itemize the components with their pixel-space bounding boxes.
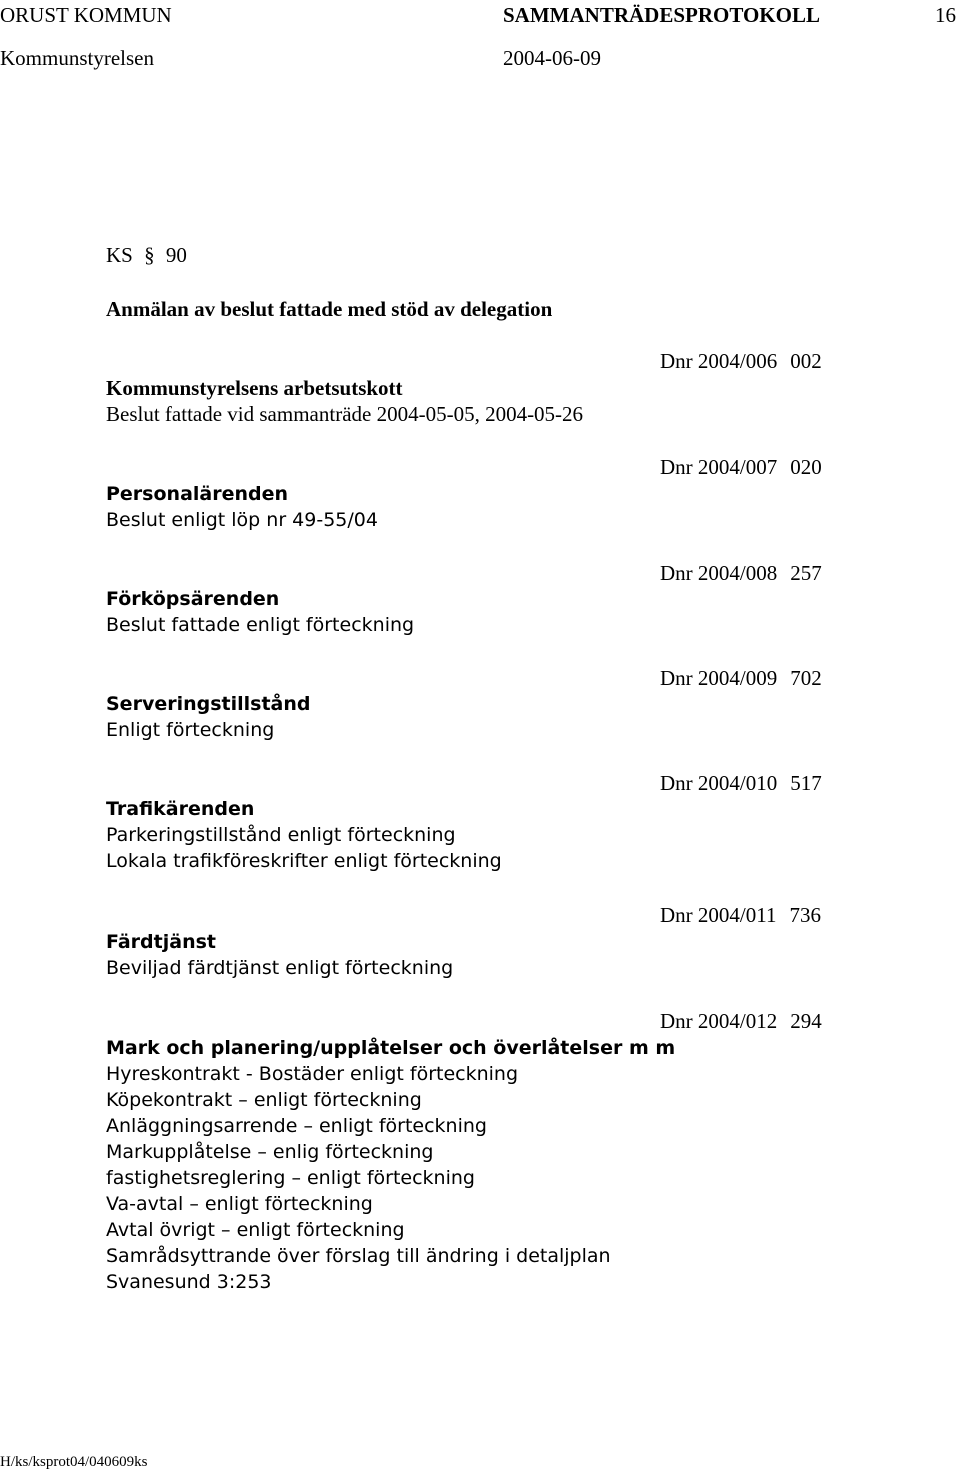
dnr-code: 517 bbox=[790, 771, 822, 795]
paragraph-number bbox=[106, 242, 187, 268]
section-forkopsarenden bbox=[106, 586, 414, 638]
dnr-reference bbox=[660, 348, 822, 374]
paragraph-no: 90 bbox=[165, 243, 187, 267]
section-line: Beslut enligt löp nr 49-55/04 bbox=[106, 509, 378, 531]
section-line: Beslut fattade vid sammanträde 2004-05-05, 2004-05-26 bbox=[106, 402, 584, 426]
section-line: Lokala trafikföreskrifter enligt förteckning bbox=[106, 850, 502, 872]
dnr-label: Dnr 2004/009 bbox=[660, 666, 778, 690]
dnr-code: 002 bbox=[790, 349, 822, 373]
section-fardtjanst bbox=[106, 929, 453, 981]
dnr-label: Dnr 2004/011 bbox=[660, 903, 777, 927]
section-line: Beslut fattade enligt förteckning bbox=[106, 614, 415, 636]
section-line: Parkeringstillstånd enligt förteckning bbox=[106, 824, 456, 846]
section-line: Hyreskontrakt - Bostäder enligt förteckning bbox=[106, 1063, 519, 1085]
section-serveringstillstand bbox=[106, 691, 311, 743]
section-heading: Kommunstyrelsens arbetsutskott bbox=[106, 376, 403, 400]
header-page-number: 16 bbox=[935, 3, 956, 27]
section-line: Avtal övrigt – enligt förteckning bbox=[106, 1219, 405, 1241]
section-mark-och-planering bbox=[106, 1035, 675, 1295]
section-line: Köpekontrakt – enligt förteckning bbox=[106, 1089, 422, 1111]
dnr-code: 020 bbox=[790, 455, 822, 479]
section-line: Markupplåtelse – enlig förteckning bbox=[106, 1141, 434, 1163]
dnr-label: Dnr 2004/010 bbox=[660, 771, 778, 795]
section-line: Enligt förteckning bbox=[106, 719, 275, 741]
section-heading: Mark och planering/upplåtelser och överlåtelser m m bbox=[106, 1037, 676, 1059]
dnr-code: 257 bbox=[790, 561, 822, 585]
dnr-reference bbox=[660, 665, 822, 691]
section-sign: § bbox=[144, 243, 155, 267]
section-heading: Personalärenden bbox=[106, 483, 289, 505]
dnr-reference bbox=[660, 770, 822, 796]
section-heading: Färdtjänst bbox=[106, 931, 216, 953]
section-heading: Serveringstillstånd bbox=[106, 693, 311, 715]
header-org: ORUST KOMMUN bbox=[0, 3, 172, 27]
section-heading: Trafikärenden bbox=[106, 798, 255, 820]
footer-path: H/ks/ksprot04/040609ks bbox=[0, 1454, 148, 1470]
header-date: 2004-06-09 bbox=[503, 46, 601, 70]
header-doc-type: SAMMANTRÄDESPROTOKOLL bbox=[503, 3, 820, 27]
section-line: fastighetsreglering – enligt förteckning bbox=[106, 1167, 475, 1189]
dnr-code: 702 bbox=[790, 666, 822, 690]
section-heading: Förköpsärenden bbox=[106, 588, 280, 610]
section-line: Samrådsyttrande över förslag till ändring i detaljplan bbox=[106, 1245, 611, 1267]
section-trafikarenden bbox=[106, 796, 502, 874]
section-line: Va-avtal – enligt förteckning bbox=[106, 1193, 373, 1215]
section-line: Anläggningsarrende – enligt förteckning bbox=[106, 1115, 487, 1137]
dnr-reference bbox=[660, 902, 821, 928]
dnr-reference bbox=[660, 454, 822, 480]
section-line: Svanesund 3:253 bbox=[106, 1271, 272, 1293]
section-personalarenden bbox=[106, 481, 378, 533]
dnr-reference bbox=[660, 560, 822, 586]
dnr-label: Dnr 2004/007 bbox=[660, 455, 778, 479]
dnr-label: Dnr 2004/006 bbox=[660, 349, 778, 373]
paragraph-ks: KS bbox=[106, 243, 133, 267]
dnr-code: 736 bbox=[789, 903, 821, 927]
header-body: Kommunstyrelsen bbox=[0, 46, 154, 70]
dnr-code: 294 bbox=[790, 1009, 822, 1033]
dnr-reference bbox=[660, 1008, 822, 1034]
section-arbetsutskott bbox=[106, 375, 583, 427]
dnr-label: Dnr 2004/012 bbox=[660, 1009, 778, 1033]
dnr-label: Dnr 2004/008 bbox=[660, 561, 778, 585]
page-title: Anmälan av beslut fattade med stöd av delegation bbox=[106, 297, 553, 321]
section-line: Beviljad färdtjänst enligt förteckning bbox=[106, 957, 454, 979]
